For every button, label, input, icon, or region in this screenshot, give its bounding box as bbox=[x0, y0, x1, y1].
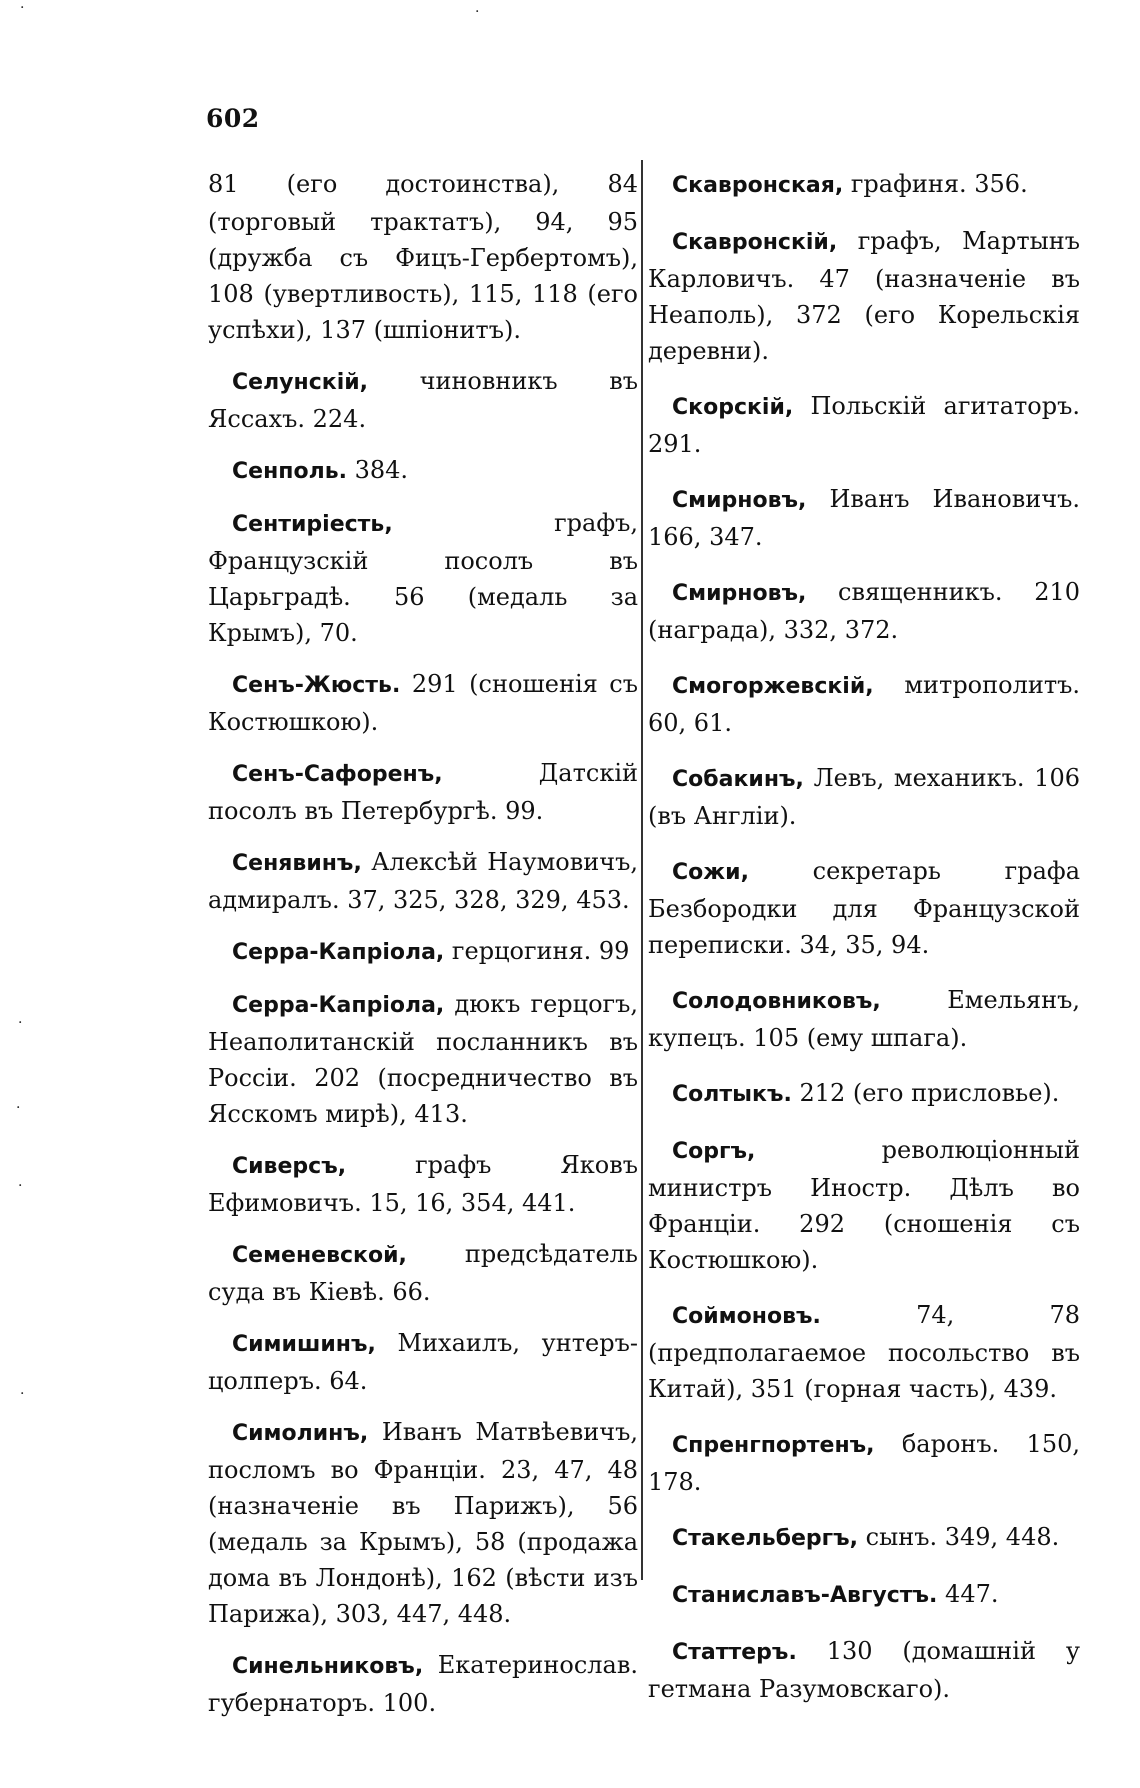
index-entry bbox=[648, 1633, 1080, 1707]
index-entry-text: Иванъ Матвѣевичъ, посломъ во Франціи. 23, 47, 48 (назначеніе въ Парижъ), 56 (медаль за Крымъ), 58 (продажа дома въ Лондонѣ), 162 (вѣсти изъ Парижа), 303, 447, 448. bbox=[208, 1418, 638, 1628]
index-entry bbox=[208, 1236, 638, 1310]
index-entry-headword: Смирновъ, bbox=[672, 581, 807, 606]
index-entry-text: графъ Яковъ Ефимовичъ. 15, 16, 354, 441. bbox=[208, 1151, 638, 1217]
index-entry-headword: Сиверсъ, bbox=[232, 1154, 347, 1179]
index-entry-headword: Синельниковъ, bbox=[232, 1654, 424, 1679]
index-entry-text: графиня. 356. bbox=[843, 170, 1028, 198]
index-entry-text: 212 (его присловье). bbox=[791, 1079, 1060, 1107]
index-entry-headword: Спренгпортенъ, bbox=[672, 1433, 875, 1458]
index-entry bbox=[648, 481, 1080, 555]
page-number: 602 bbox=[206, 104, 260, 133]
index-entry bbox=[208, 755, 638, 829]
index-entry-headword: Сентиріесть, bbox=[232, 512, 393, 537]
index-entry-text: баронъ. 150, 178. bbox=[648, 1430, 1080, 1496]
index-entry-text: Датскій посолъ въ Петербургѣ. 99. bbox=[208, 759, 638, 825]
scan-speck: · bbox=[20, 0, 25, 16]
index-entry bbox=[648, 982, 1080, 1056]
index-entry bbox=[208, 505, 638, 651]
index-entry-text: предсѣдатель суда въ Кіевѣ. 66. bbox=[208, 1240, 638, 1306]
index-entry-text: чиновникъ въ Яссахъ. 224. bbox=[208, 367, 638, 433]
index-entry-text: 384. bbox=[346, 456, 409, 484]
index-entry-text: 81 (его достоинства), 84 (торговый трактатъ), 94, 95 (дружба съ Фицъ-Гербертомъ), 108 (увертливость), 115, 118 (его успѣхи), 137 (шпіонитъ). bbox=[208, 170, 638, 344]
index-entry bbox=[208, 363, 638, 437]
index-entry bbox=[648, 1132, 1080, 1278]
index-entry bbox=[648, 1519, 1080, 1557]
index-entry-headword: Сенявинъ, bbox=[232, 851, 362, 876]
index-entry bbox=[648, 1426, 1080, 1500]
index-entry bbox=[648, 760, 1080, 834]
index-entry-headword: Скавронскій, bbox=[672, 230, 838, 255]
index-entry-headword: Смогоржевскій, bbox=[672, 674, 874, 699]
index-entry bbox=[208, 452, 638, 490]
index-entry-text: 130 (домашній у гетмана Разумовскаго). bbox=[648, 1637, 1080, 1703]
index-entry-text: Иванъ Ивановичъ. 166, 347. bbox=[648, 485, 1080, 551]
index-entry-text: сынъ. 349, 448. bbox=[858, 1523, 1060, 1551]
scan-speck: · bbox=[20, 1386, 25, 1402]
index-entry-headword: Сенполь. bbox=[232, 459, 347, 484]
scan-speck: · bbox=[18, 1178, 23, 1194]
index-entry bbox=[208, 844, 638, 918]
index-entry-headword: Скорскій, bbox=[672, 395, 794, 420]
scan-speck: · bbox=[475, 4, 480, 20]
index-entry-text: секретарь графа Безбородки для Французской переписки. 34, 35, 94. bbox=[648, 857, 1080, 959]
index-entry-text: священникъ. 210 (награда), 332, 372. bbox=[648, 578, 1080, 644]
index-entry-text: графъ, Мартынъ Карловичъ. 47 (назначеніе въ Неаполь), 372 (его Корельскія деревни). bbox=[648, 227, 1080, 365]
index-entry bbox=[208, 1325, 638, 1399]
index-entry-text: Алексѣй Наумовичъ, адмиралъ. 37, 325, 328, 329, 453. bbox=[208, 848, 638, 914]
index-entry-text: Польскій агитаторъ. 291. bbox=[648, 392, 1080, 458]
index-entry bbox=[208, 1414, 638, 1632]
index-entry-headword: Солодовниковъ, bbox=[672, 989, 881, 1014]
index-entry-headword: Статтеръ. bbox=[672, 1640, 797, 1665]
index-entry bbox=[208, 1647, 638, 1721]
index-entry-headword: Семеневской, bbox=[232, 1243, 407, 1268]
index-entry-headword: Симишинъ, bbox=[232, 1332, 376, 1357]
index-entry-text: графъ, Французскій посолъ въ Царьградѣ. 56 (медаль за Крымъ), 70. bbox=[208, 509, 638, 647]
index-entry bbox=[648, 853, 1080, 963]
index-entry-headword: Собакинъ, bbox=[672, 767, 804, 792]
index-entry bbox=[648, 388, 1080, 462]
index-entry bbox=[208, 166, 638, 348]
index-entry-headword: Станиславъ-Августъ. bbox=[672, 1583, 938, 1608]
scan-speck: · bbox=[16, 1100, 21, 1116]
index-entry-headword: Сенъ-Сафоренъ, bbox=[232, 762, 443, 787]
index-entry-text: герцогиня. 99 bbox=[444, 937, 630, 965]
index-entry-headword: Серра-Капріола, bbox=[232, 940, 445, 965]
index-entry-headword: Соргъ, bbox=[672, 1139, 756, 1164]
index-entry bbox=[648, 667, 1080, 741]
index-entry bbox=[208, 986, 638, 1132]
index-entry bbox=[648, 1576, 1080, 1614]
index-entry bbox=[648, 1075, 1080, 1113]
index-entry-text: Емельянъ, купецъ. 105 (ему шпага). bbox=[648, 986, 1080, 1052]
index-entry-text: революціонный министръ Иностр. Дѣлъ во Франціи. 292 (сношенія съ Костюшкою). bbox=[648, 1136, 1080, 1274]
index-entry-text: 291 (сношенія съ Костюшкою). bbox=[208, 670, 638, 736]
left-column bbox=[208, 166, 638, 1736]
index-entry-headword: Симолинъ, bbox=[232, 1421, 369, 1446]
index-entry-text: Михаилъ, унтеръ-цолперъ. 64. bbox=[208, 1329, 638, 1395]
index-entry-text: дюкъ герцогъ, Неаполитанскій посланникъ въ Россіи. 202 (посредничество въ Ясскомъ мирѣ), 413. bbox=[208, 990, 638, 1128]
scan-speck: · bbox=[18, 1015, 23, 1031]
index-entry-headword: Скавронская, bbox=[672, 173, 844, 198]
index-entry-text: Левъ, механикъ. 106 (въ Англіи). bbox=[648, 764, 1080, 830]
index-entry-headword: Сенъ-Жюсть. bbox=[232, 673, 401, 698]
index-entry-text: 447. bbox=[937, 1580, 999, 1608]
index-entry bbox=[648, 166, 1080, 204]
index-entry-headword: Смирновъ, bbox=[672, 488, 807, 513]
column-divider bbox=[641, 160, 643, 1580]
index-entry bbox=[648, 574, 1080, 648]
index-entry bbox=[208, 933, 638, 971]
index-entry bbox=[208, 1147, 638, 1221]
index-entry-text: митрополитъ. 60, 61. bbox=[648, 671, 1080, 737]
index-entry bbox=[648, 1297, 1080, 1407]
index-entry-headword: Сожи, bbox=[672, 860, 749, 885]
index-entry-headword: Солтыкъ. bbox=[672, 1082, 792, 1107]
index-entry-text: 74, 78 (предполагаемое посольство въ Китай), 351 (горная часть), 439. bbox=[648, 1301, 1080, 1403]
index-entry bbox=[208, 666, 638, 740]
index-entry-headword: Серра-Капріола, bbox=[232, 993, 445, 1018]
index-entry-headword: Стакельбергъ, bbox=[672, 1526, 859, 1551]
index-entry-headword: Соймоновъ. bbox=[672, 1304, 821, 1329]
right-column bbox=[648, 166, 1080, 1726]
index-entry bbox=[648, 223, 1080, 369]
index-entry-headword: Селунскій, bbox=[232, 370, 369, 395]
index-entry-text: Екатеринослав. губернаторъ. 100. bbox=[208, 1651, 638, 1717]
